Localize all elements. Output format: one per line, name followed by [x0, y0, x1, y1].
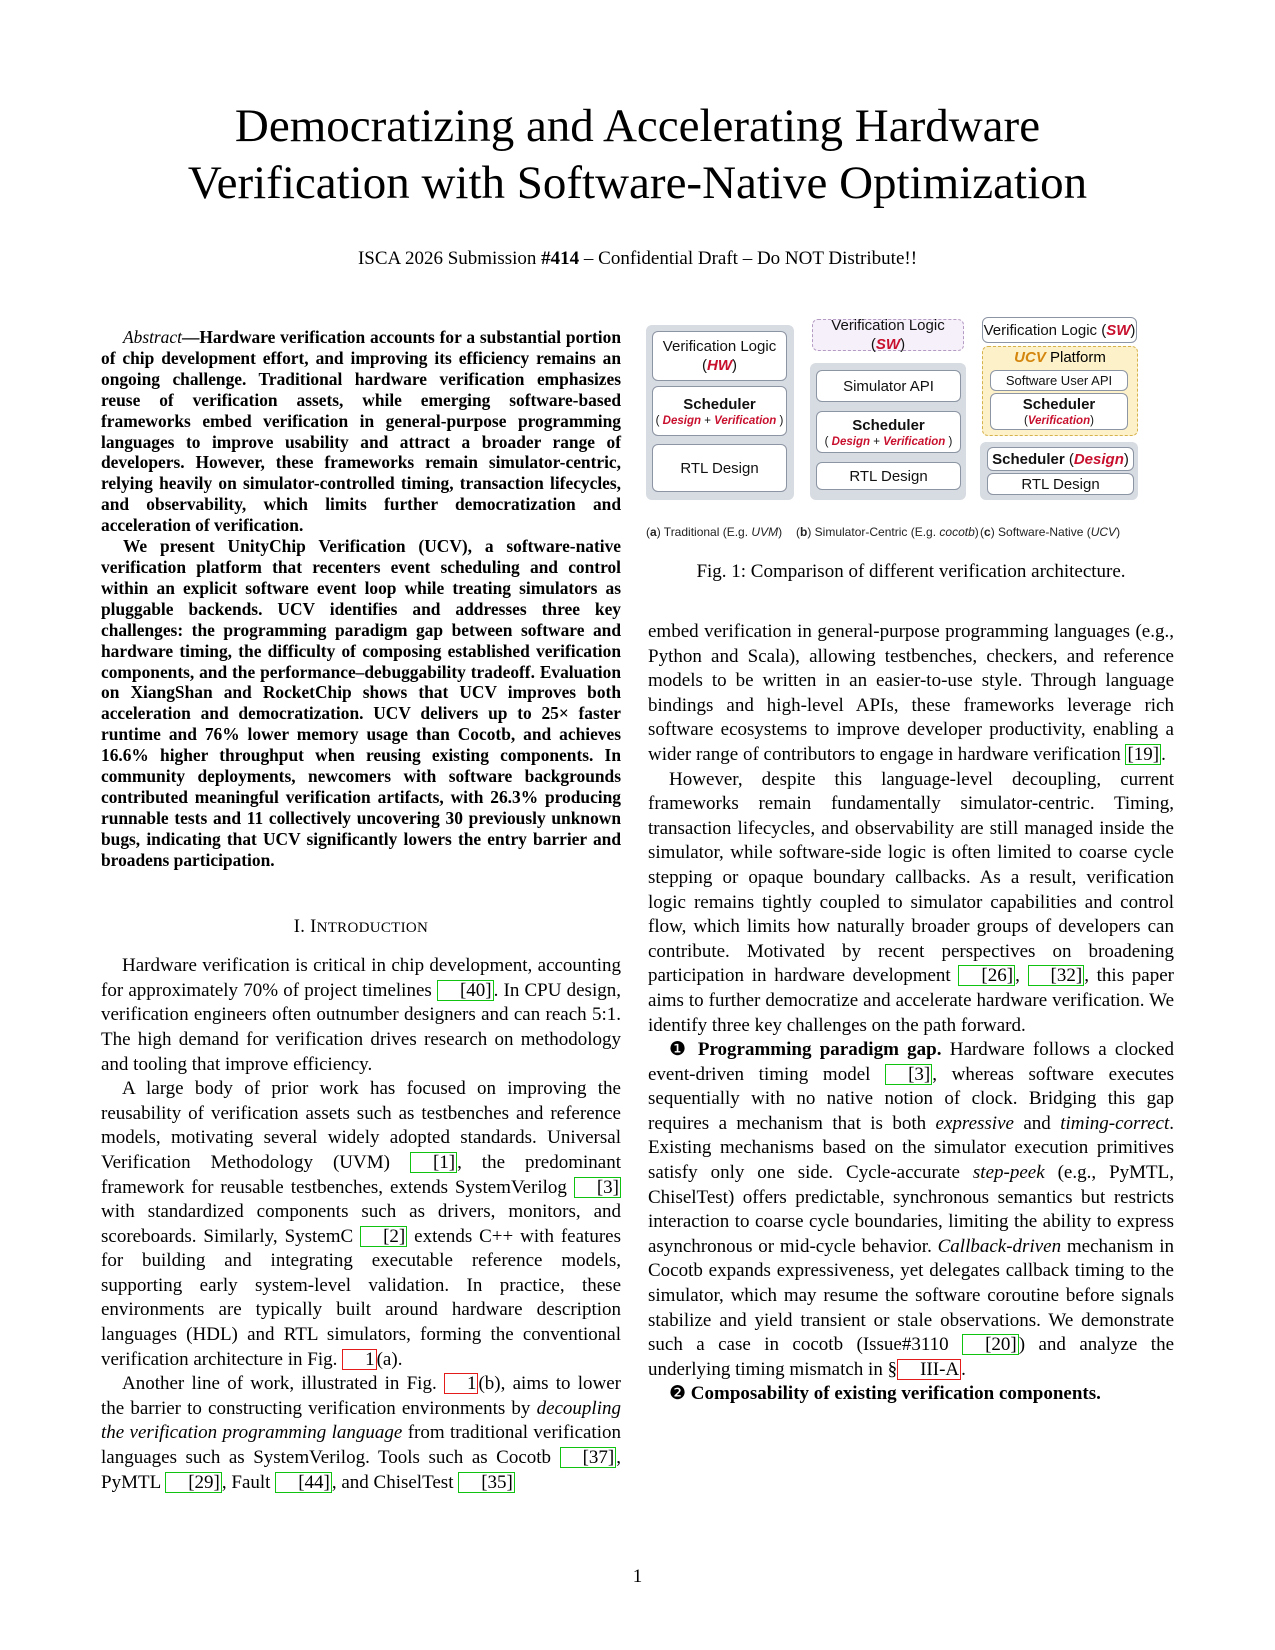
text: Hardware follows a clocked event-driven timing model: [648, 1039, 1174, 1085]
emphasis: timing-correct: [1060, 1112, 1170, 1134]
emphasis: expressive: [935, 1112, 1014, 1134]
c-software-user-api-box: [990, 370, 1128, 391]
text: Simulator-Centric (E.g.: [811, 525, 940, 539]
text: Hardware verification is critical in chip development, accounting for approximately 70% of project timelines: [101, 955, 621, 1001]
a-rtl-design-box: [652, 444, 787, 492]
page-number: 1: [632, 1566, 643, 1587]
abstract-paragraph-1: —Hardware verification accounts for a substantial portion of chip development effort, and improving its efficiency remains an ongoing challenge. Traditional hardware verification emphasizes reuse of verification assets, while emerging software-based frameworks embed verification in general-purpose programming languages to improve usability and attract a broader range of developers. However, these frameworks remain simulator-centric, relying heavily on simulator-controlled timing, transaction lifecycles, and observability, which limits further democratization and acceleration of verification.: [101, 327, 621, 536]
citation-link[interactable]: [35]: [458, 1472, 515, 1493]
section-heading-introduction: [101, 915, 621, 941]
letter: b: [800, 525, 808, 539]
title-line-2: Verification with Software-Native Optimization: [187, 157, 1088, 209]
submission-note: [100, 248, 1175, 270]
citation-link[interactable]: [1]: [410, 1152, 457, 1173]
box-label: RTL Design: [849, 467, 928, 485]
text: embed verification in general-purpose programming languages (e.g., Python and Scala), allowing testbenches, checkers, and reference models to be written in an easier-to-use style. Through language bindings and high-level APIs, these frameworks leverage rich software ecosystems to improve developer productivity, enabling a wider range of contributors to engage in hardware verification: [648, 621, 1174, 765]
text: UCV: [1090, 525, 1117, 539]
text: Another line of work, illustrated in Fig.: [122, 1373, 444, 1395]
text: extends C++ with features for building and integrating executable reference models, supporting early system-level validation. In practice, these environments are typically built around hardware description languages (HDL) and RTL simulators, forming the conventional verification architecture in Fig.: [101, 1225, 621, 1370]
abstract: [101, 327, 621, 871]
emphasis: decoupling the verification programming language: [101, 1397, 621, 1444]
text: , Fault: [221, 1471, 276, 1493]
text: Software-Native (: [994, 525, 1091, 539]
right-paragraph-3: [648, 1038, 1174, 1382]
section-ref-link[interactable]: III-A: [897, 1359, 961, 1380]
a-verification-logic-box: Verification Logic (HW): [652, 331, 787, 381]
challenge-heading: Composability of existing verification components.: [686, 1383, 1101, 1405]
intro-paragraph-3: [101, 1372, 621, 1495]
citation-link[interactable]: [32]: [1028, 965, 1085, 986]
text: (b), aims to lower the barrier to constructing verification environments by: [101, 1373, 622, 1419]
design-tag: Design: [1073, 450, 1124, 468]
intro-paragraph-2: [101, 1077, 621, 1372]
box-label: Scheduler: [683, 395, 756, 413]
box-label: RTL Design: [680, 459, 759, 477]
right-column: [648, 620, 1174, 1407]
box-label: Verification Logic: [831, 317, 945, 334]
design-tag: Design: [831, 435, 871, 448]
c-scheduler-verification-box: Scheduler (Verification): [990, 393, 1128, 430]
bullet-2-icon: ❷: [669, 1383, 687, 1405]
box-label: Scheduler: [852, 416, 925, 434]
text: A large body of prior work has focused on improving the reusability of verification assets such as testbenches and reference models, motivating several widely adopted standards. Universal Verification Methodology (UVM): [101, 1078, 621, 1173]
text: UVM: [751, 525, 779, 539]
citation-link[interactable]: [20]: [962, 1334, 1019, 1355]
text: ) and analyze the underlying timing mismatch in: [648, 1334, 1174, 1380]
design-tag: Design: [662, 414, 702, 427]
citation-link[interactable]: [19]: [1127, 743, 1160, 765]
right-paragraph-4: [648, 1382, 1174, 1407]
text: .: [1161, 743, 1166, 765]
subcaption-a: (a) Traditional (E.g. UVM): [646, 525, 783, 539]
letter: c: [984, 525, 991, 539]
intro-paragraph-1: [101, 954, 621, 1077]
citation-link[interactable]: [40]: [437, 980, 494, 1001]
subcaption-b: (b) Simulator-Centric (E.g. cocotb): [796, 525, 979, 539]
verification-tag: Verification: [714, 414, 777, 427]
text: cocotb: [939, 525, 975, 539]
introduction-body: [101, 954, 621, 1495]
platform-label: Platform: [1045, 349, 1106, 366]
sw-tag: SW: [875, 336, 901, 353]
submission-prefix: ISCA 2026 Submission: [357, 248, 542, 269]
text: , the predominant framework for reusable testbenches, extends SystemVerilog: [101, 1151, 621, 1198]
emphasis: step-peek: [972, 1162, 1045, 1184]
box-label: Verification Logic: [662, 338, 777, 355]
citation-link[interactable]: [3]: [885, 1064, 932, 1085]
verification-tag: Verification: [883, 435, 946, 448]
text: ,: [1015, 965, 1028, 987]
box-label: Scheduler: [1022, 396, 1096, 413]
right-paragraph-1: [648, 620, 1174, 768]
hw-tag: HW: [707, 357, 732, 374]
citation-link[interactable]: [26]: [958, 965, 1015, 986]
plus: +: [870, 435, 884, 448]
abstract-paragraph-2: We present UnityChip Verification (UCV), a software-native verification platform that recenters event scheduling and control within an explicit software event loop while treating simulators as pluggable backends. UCV identifies and addresses three key challenges: the programming paradigm gap between software and hardware timing, the difficulty of composing established verification components, and the performance–debuggability tradeoff. Evaluation on XiangShan and RocketChip shows that UCV improves both acceleration and democratization. UCV delivers up to 25× faster runtime and 76% lower memory usage than Cocotb, and achieves 16.6% higher throughput when reusing existing components. In community deployments, newcomers with software backgrounds contributed meaningful verification artifacts, with 26.3% producing runnable tests and 11 collectively uncovering 30 previously unknown bugs, indicating that UCV significantly lowers the entry barrier and broadens participation.: [101, 536, 621, 870]
box-label: Scheduler: [992, 450, 1065, 468]
text: . Existing mechanisms based on the simulator execution primitives satisfy only one side. Cycle-accurate: [648, 1112, 1174, 1184]
text: (a).: [376, 1348, 403, 1370]
c-rtl-design-box: [987, 473, 1134, 495]
text: .: [961, 1358, 966, 1380]
title-line-1: Democratizing and Accelerating Hardware: [234, 100, 1041, 152]
section-rest: NTRODUCTION: [316, 919, 429, 936]
paper-title: [100, 98, 1175, 212]
box-label: Verification Logic: [983, 321, 1098, 339]
citation-link[interactable]: [29]: [165, 1472, 222, 1493]
text: , this paper aims to further democratize and accelerate hardware verification. We identify three key challenges on the path forward.: [648, 965, 1174, 1036]
text: . In CPU design, verification engineers often outnumber designers and can reach 5:1. The high demand for verification drives research on methodology and tooling that improve efficiency.: [101, 979, 621, 1075]
sw-tag: SW: [1106, 321, 1131, 339]
subcaption-c: (c) Software-Native (UCV): [980, 525, 1121, 539]
citation-link[interactable]: [2]: [360, 1226, 407, 1247]
section-sign: §: [887, 1358, 898, 1380]
text: (e.g., PyMTL, ChiselTest) offers predictable, synchronous semantics but restricts interaction to coarse cycle boundaries, limiting the ability to express asynchronous or mid-cycle behavior.: [648, 1162, 1174, 1257]
text: from traditional verification languages such as SystemVerilog. Tools such as Cocotb: [101, 1422, 621, 1469]
challenge-heading: Programming paradigm gap.: [689, 1039, 942, 1061]
box-label: Software User API: [1005, 373, 1113, 388]
figure-ref-link[interactable]: 1: [444, 1373, 479, 1394]
text: , and ChiselTest: [331, 1471, 459, 1493]
b-verification-logic-box: Verification Logic (SW): [812, 319, 964, 351]
verification-tag: Verification: [1027, 415, 1091, 427]
emphasis: Callback-driven: [937, 1235, 1062, 1257]
box-label: Simulator API: [843, 377, 934, 395]
bullet-1-icon: ❶: [669, 1039, 690, 1061]
citation-link[interactable]: [37]: [560, 1447, 617, 1468]
submission-number: #414: [541, 248, 580, 269]
text: , PyMTL: [101, 1447, 621, 1493]
letter: a: [650, 525, 657, 539]
b-scheduler-box: Scheduler ( Design + Verification ): [816, 411, 961, 453]
section-number: I.: [293, 916, 311, 937]
right-paragraph-2: [648, 768, 1174, 1039]
figure-1: [646, 317, 1176, 565]
b-rtl-design-box: [816, 462, 961, 490]
section-initial: I: [310, 916, 317, 937]
ucv-name: UCV: [1014, 349, 1046, 366]
text: Traditional (E.g.: [660, 525, 752, 539]
plus: +: [701, 414, 715, 427]
text: mechanism in Cocotb expands expressiveness, yet delegates callback timing to the simulator, which may resume the software coroutine before signals stabilize and yield transient or stale observations. We demonstrate such a case in cocotb (Issue#3110: [648, 1235, 1174, 1356]
text: , whereas software executes sequentially with no native notion of clock. Bridging this gap requires a mechanism that is both: [648, 1063, 1174, 1134]
citation-link[interactable]: [44]: [275, 1472, 332, 1493]
c-scheduler-design-box: Scheduler (Design): [987, 447, 1134, 471]
box-label: RTL Design: [1021, 475, 1100, 493]
b-simulator-api-box: [816, 370, 961, 402]
abstract-label: Abstract: [123, 327, 182, 347]
citation-link[interactable]: [3]: [574, 1177, 621, 1198]
text: However, despite this language-level decoupling, current frameworks remain fundamentally simulator-centric. Timing, transaction lifecycles, and observability are still managed inside the simulator, while software-side logic is often limited to coarse cycle stepping or opaque boundary callbacks. As a result, verification logic remains tightly coupled to simulator capabilities and control flow, which limits how naturally broader groups of developers can contribute. Motivated by recent perspectives on broadening participation in hardware development: [648, 768, 1174, 987]
a-scheduler-box: Scheduler ( Design + Verification ): [652, 386, 787, 436]
figure-caption: Fig. 1: Comparison of different verification architecture.: [696, 561, 1126, 582]
text: with standardized components such as drivers, monitors, and scoreboards. Similarly, SystemC: [101, 1201, 621, 1247]
c-verification-logic-box: Verification Logic (SW): [982, 317, 1137, 343]
text: and: [1013, 1112, 1061, 1134]
submission-suffix: – Confidential Draft – Do NOT Distribute!!: [579, 248, 918, 269]
figure-ref-link[interactable]: 1: [342, 1349, 377, 1370]
left-column: [101, 327, 621, 1495]
